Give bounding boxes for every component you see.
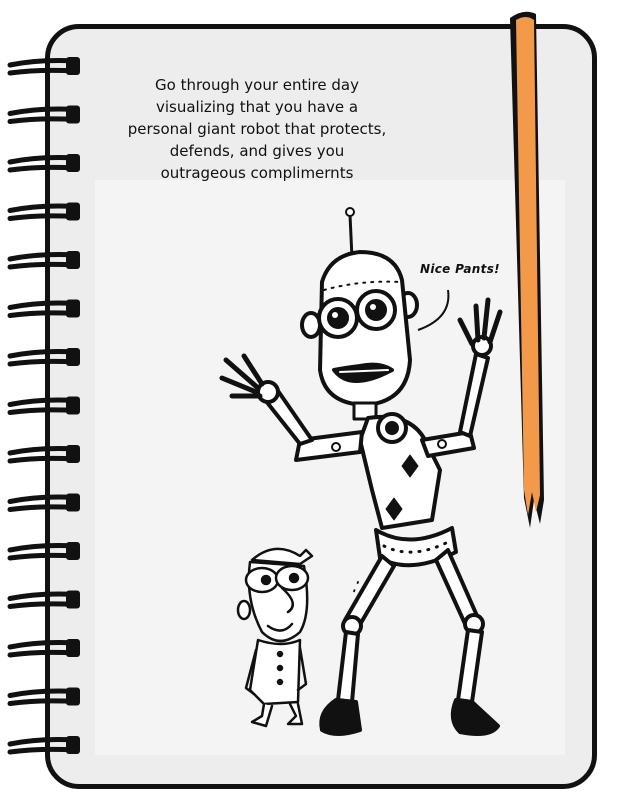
speech-bubble-text: Nice Pants! — [420, 262, 500, 276]
caption-line-1: Go through your entire day — [155, 76, 359, 94]
caption-line-3: personal giant robot that protects, — [127, 120, 387, 138]
boy-illustration — [238, 549, 312, 726]
caption-line-4: defends, and gives you — [169, 142, 345, 160]
speech-bubble-tail — [418, 290, 448, 330]
caption-line-2: visualizing that you have a — [155, 98, 359, 116]
caption-line-5: outrageous complimernts — [160, 164, 354, 182]
